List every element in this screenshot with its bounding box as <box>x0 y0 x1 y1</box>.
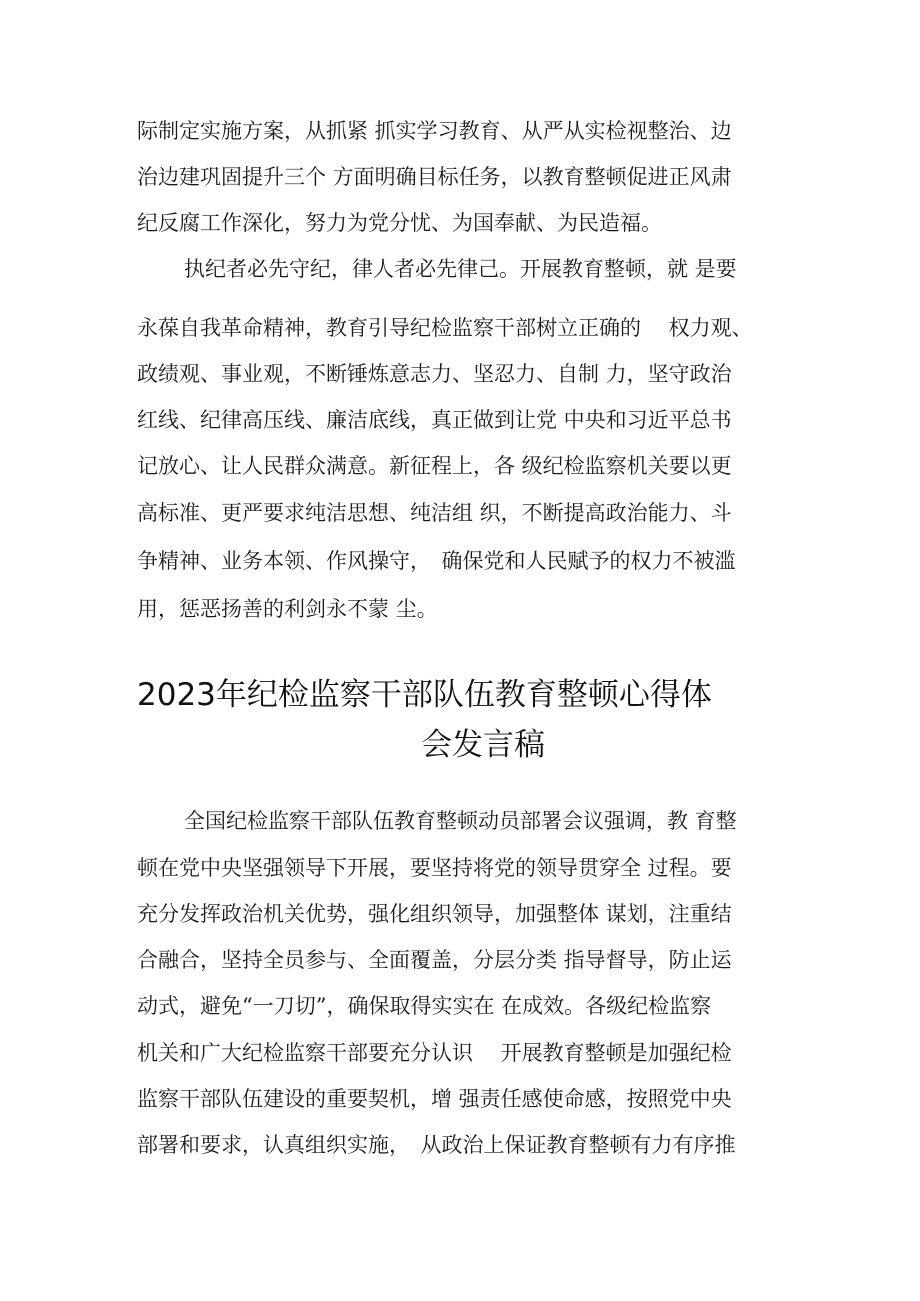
paragraph-3-line-4: 合融合，坚持全员参与、全面覆盖，分层分类 指导督导，防止运 <box>137 948 732 972</box>
document-title-line-1: 2023年纪检监察干部队伍教育整顿心得体 <box>137 677 712 713</box>
paragraph-2-line-7: 争精神、业务本领、作风操守， 确保党和人民赋予的权力不被滥 <box>137 549 736 573</box>
paragraph-2-line-8: 用，惩恶扬善的利剑永不蒙 尘。 <box>137 597 438 621</box>
paragraph-3-line-8: 部署和要求，认真组织实施， 从政治上保证教育整顿有力有序推 <box>137 1133 736 1157</box>
paragraph-3-line-1: 全国纪检监察干部队伍教育整顿动员部署会议强调，教 育整 <box>184 809 737 833</box>
paragraph-3-line-7: 监察干部队伍建设的重要契机，增 强责任感使命感，按照党中央 <box>137 1087 732 1111</box>
paragraph-2-line-3: 政绩观、事业观，不断锤炼意志力、坚忍力、自制 力，坚守政治 <box>137 362 732 386</box>
paragraph-2-line-4: 红线、纪律高压线、廉洁底线，真正做到让党 中央和习近平总书 <box>137 408 732 432</box>
paragraph-1-line-3: 纪反腐工作深化，努力为党分忧、为国奉献、为民造福。 <box>137 211 662 235</box>
paragraph-2-line-5: 记放心、让人民群众满意。新征程上，各 级纪检监察机关要以更 <box>137 454 732 478</box>
paragraph-3-line-3: 充分发挥政治机关优势，强化组织领导，加强整体 谋划，注重结 <box>137 902 732 926</box>
paragraph-2-line-1: 执纪者必先守纪，律人者必先律己。开展教育整顿，就 是要 <box>184 257 737 281</box>
paragraph-1-line-1: 际制定实施方案，从抓紧 抓实学习教育、从严从实检视整治、边 <box>137 119 732 143</box>
paragraph-1-line-2: 治边建巩固提升三个 方面明确目标任务，以教育整顿促进正风肃 <box>137 165 732 189</box>
paragraph-3-line-6: 机关和广大纪检监察干部要充分认识 开展教育整顿是加强纪检 <box>137 1041 732 1065</box>
paragraph-3-line-2: 顿在党中央坚强领导下开展，要坚持将党的领导贯穿全 过程。要 <box>137 856 732 880</box>
document-title-line-2: 会发言稿 <box>421 727 545 763</box>
paragraph-2-line-6: 高标准、更严要求纯洁思想、纯洁组 织，不断提高政治能力、斗 <box>137 501 732 525</box>
paragraph-3-line-5: 动式，避免“一刀切”，确保取得实实在 在成效。各级纪检监察 <box>137 994 712 1018</box>
paragraph-2-line-2: 永葆自我革命精神，教育引导纪检监察干部树立正确的 权力观、 <box>137 316 753 340</box>
